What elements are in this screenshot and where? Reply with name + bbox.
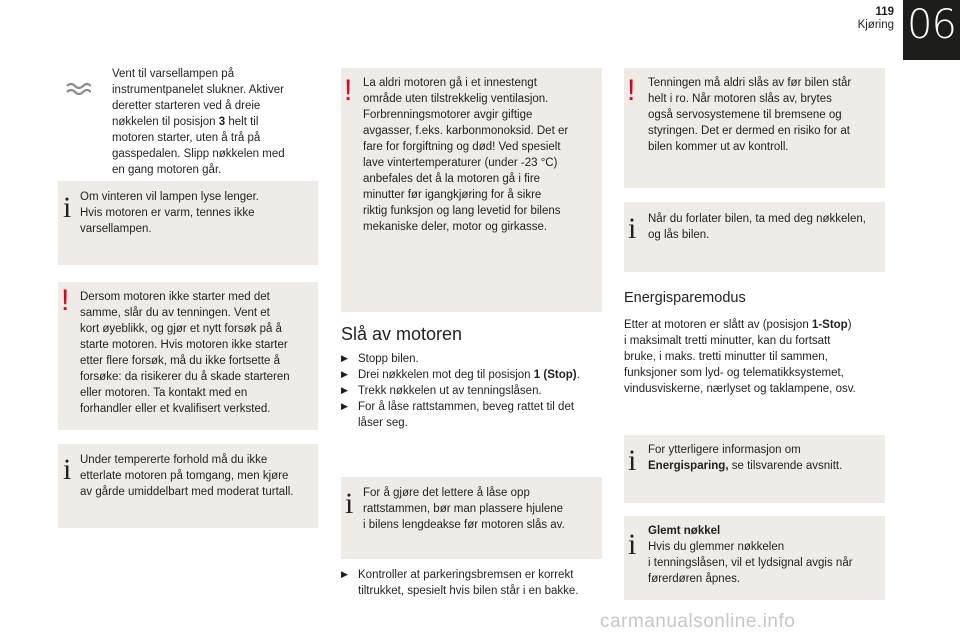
warning-box-start-text: Dersom motoren ikke starter med det samme, slår du av tenningen. Vent et kort øyeblikk, og gjør et nytt forsøk på å starte motoren. Hvis motoren ikke starter etter flere forsøk, må du ikke fortsette å forsøke: da risikerer du å skade starteren eller motoren. Ta kontakt med en forhandler eller et kvalifisert verksted. [80,291,290,415]
page-number: 119 [875,6,894,18]
info-icon: i [628,528,637,561]
bullet-icon: ▶ [341,354,348,364]
bullet-icon: ▶ [341,386,348,396]
info-box-temperate-text: Under tempererte forhold må du ikke etterlate motoren på tomgang, men kjøre av gårde umiddelbart med moderat turtall. [80,454,294,498]
section-name: Kjøring [857,19,894,31]
chapter-tab: 06 [903,0,960,60]
list-item: ▶ Kontroller at parkeringsbremsen er korrekt tiltrukket, spesielt hvis bilen står i en bakke. [341,569,579,597]
warning-box-ventilation-text: La aldri motoren gå i et innestengt område uten tilstrekkelig ventilasjon. Forbrenningsmotorer avgir giftige avgasser, f.eks. karbonmonoksid. Det er fare for forgiftning og død! Ved spesielt lave vintertemperaturer (under -23 °C) anbefales det å la motoren gå i fire minutter før igangkjøring for å sikre riktig funksjon og lang levetid for bilens mekaniske deler, motor og girkasse. [363,77,569,233]
info-box-steering-lock-text: For å gjøre det lettere å låse opp rattstammen, bør man plassere hjulene i bilens lengdeakse før motoren slås av. [363,487,565,531]
list-item: ▶ For å låse rattstammen, beveg rattet til det låser seg. [341,401,575,429]
parking-brake-step [341,567,603,599]
warning-box-ignition-text: Tenningen må aldri slås av før bilen står helt i ro. Når motoren slås av, brytes også servosystemene til bremsene og styringen. Det er dermed en risiko for at bilen kommer ut av kontroll. [648,77,852,153]
info-icon: i [628,444,637,477]
watermark: carmanualsonline.info [600,611,796,632]
bullet-icon: ▶ [341,402,348,412]
info-box-winter-text: Om vinteren vil lampen lyse lenger. Hvis motoren er varm, tennes ikke varsellampen. [80,191,259,235]
info-box-more-info-text: For ytterligere informasjon om Energisparing, se tilsvarende avsnitt. [648,444,843,472]
bullet-icon: ▶ [341,370,348,380]
bullet-icon: ▶ [341,570,348,580]
list-item: ▶ Drei nøkkelen mot deg til posisjon 1 (Stop). [341,369,580,381]
info-icon: i [628,212,637,245]
stop-engine-steps [341,351,603,431]
info-icon: i [345,487,354,520]
info-box-leave-car-text: Når du forlater bilen, ta med deg nøkkelen, og lås bilen. [648,213,866,241]
info-icon: i [63,453,72,486]
heading-stop-engine: Slå av motoren [341,324,463,344]
list-item: ▶ Trekk nøkkelen ut av tenningslåsen. [341,385,542,397]
tilde-icon [65,80,91,96]
heading-energy-saving: Energisparemodus [624,290,746,306]
col1-intro: Vent til varsellampen på instrumentpanelet slukner. Aktiver deretter starteren ved å dreie nøkkelen til posisjon 3 helt til motoren starter, uten å trå på gasspedalen. Slipp nøkkelen med en gang motoren går. [112,68,285,176]
info-box-forgotten-key-text: Glemt nøkkel Hvis du glemmer nøkkelen i tenningslåsen, vil et lydsignal avgis når førerdøren åpnes. [648,525,853,585]
warning-icon: ! [61,284,70,317]
warning-icon: ! [627,74,636,107]
list-item: ▶ Stopp bilen. [341,353,419,365]
warning-icon: ! [344,74,353,107]
energy-saving-paragraph: Etter at motoren er slått av (posisjon 1-Stop) i maksimalt tretti minutter, kan du fortsatt bruke, i maks. tretti minutter til sammen, funksjoner som lyd- og telematikksystemet, vindusviskerne, nærlyset og taklampene, osv. [624,319,856,395]
info-icon: i [63,191,72,224]
